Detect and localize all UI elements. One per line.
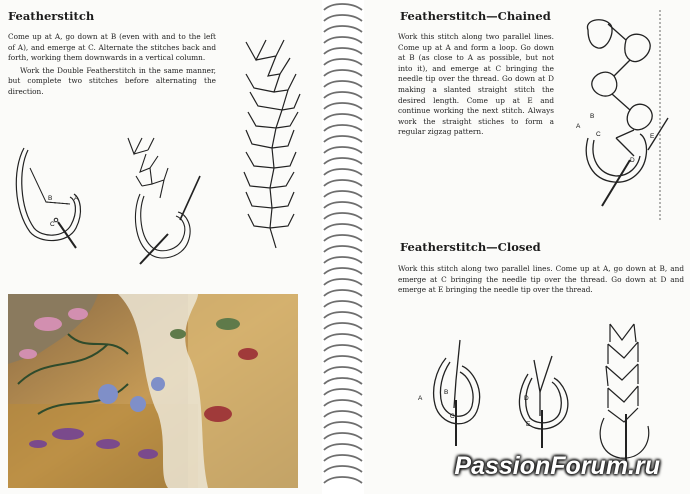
binding-ring xyxy=(324,15,362,21)
spiral-binding xyxy=(322,0,364,494)
binding-ring xyxy=(324,345,362,351)
chained-label-a: A xyxy=(576,123,581,130)
chained-label-c: C xyxy=(596,131,601,138)
binding-ring xyxy=(324,48,362,54)
chained-label-d: D xyxy=(630,157,635,164)
chained-title: Featherstitch—Chained xyxy=(400,9,551,23)
closed-step2-diagram xyxy=(504,330,584,450)
closed-instructions: Work this stitch along two parallel lines. Come up at A, go down at B, and emerge at C bringing the needle tip over the thread. Go down at D and emerge at E bringing the needle tip over the thread. xyxy=(398,264,684,295)
binding-ring xyxy=(324,312,362,318)
binding-ring xyxy=(324,378,362,384)
diagram-label-c: C xyxy=(50,221,55,228)
binding-ring xyxy=(324,257,362,263)
binding-ring xyxy=(324,400,362,406)
closed-column-diagram xyxy=(596,318,656,468)
binding-ring xyxy=(324,301,362,307)
binding-ring xyxy=(324,125,362,131)
binding-ring xyxy=(324,444,362,450)
featherstitch-para2: Work the Double Featherstitch in the same manner, but complete two stitches before alternating the direction. xyxy=(8,65,216,96)
binding-ring xyxy=(324,246,362,252)
closed-label-e: E xyxy=(526,421,531,428)
binding-ring xyxy=(324,147,362,153)
featherstitch-para1: Come up at A, go down at B (even with and to the left of A), and emerge at C. Alternate the stitches back and forth, working them downwards in a vertical column. xyxy=(8,32,216,63)
featherstitch-instructions xyxy=(8,32,216,98)
featherstitch-step-diagram xyxy=(10,140,95,255)
binding-ring xyxy=(324,356,362,362)
closed-label-c: C xyxy=(450,413,455,420)
binding-ring xyxy=(324,422,362,428)
featherstitch-title: Featherstitch xyxy=(8,9,95,23)
spiral-binding-rings xyxy=(322,0,364,494)
binding-ring xyxy=(324,158,362,164)
binding-ring xyxy=(324,323,362,329)
binding-ring xyxy=(324,213,362,219)
binding-ring xyxy=(324,202,362,208)
binding-ring xyxy=(324,466,362,472)
diagram-label-a: A xyxy=(74,195,79,202)
embroidery-photo xyxy=(8,294,298,488)
watermark: PassionForum.ru xyxy=(454,452,660,480)
binding-ring xyxy=(324,279,362,285)
binding-ring xyxy=(324,180,362,186)
closed-label-b: B xyxy=(444,389,449,396)
binding-ring xyxy=(324,235,362,241)
binding-ring xyxy=(324,389,362,395)
binding-ring xyxy=(324,411,362,417)
featherstitch-column-diagram xyxy=(236,30,306,260)
chained-label-e: E xyxy=(650,133,655,140)
closed-title: Featherstitch—Closed xyxy=(400,240,541,254)
chained-instructions: Work this stitch along two parallel lines. Come up at A and form a loop. Go down at B (as close to A as possible, but not into it), and emerge at C bringing the needle tip over the thread. Go down at D making a slanted straight stitch the desired length. Come up at E and continue working the next stitch. Always work the straight stiches to form a regular zigzag pattern. xyxy=(398,32,554,137)
binding-ring xyxy=(324,191,362,197)
closed-label-a: A xyxy=(418,395,423,402)
binding-ring xyxy=(324,26,362,32)
diagram-label-b: B xyxy=(48,195,53,202)
binding-ring xyxy=(324,81,362,87)
binding-ring xyxy=(324,334,362,340)
closed-step1-diagram xyxy=(416,330,496,450)
binding-ring xyxy=(324,455,362,461)
binding-ring xyxy=(324,4,362,10)
binding-ring xyxy=(324,70,362,76)
binding-ring xyxy=(324,59,362,65)
binding-ring xyxy=(324,37,362,43)
binding-ring xyxy=(324,477,362,483)
binding-ring xyxy=(324,92,362,98)
binding-ring xyxy=(324,290,362,296)
binding-ring xyxy=(324,433,362,439)
binding-ring xyxy=(324,136,362,142)
binding-ring xyxy=(324,169,362,175)
binding-ring xyxy=(324,103,362,109)
binding-ring xyxy=(324,268,362,274)
right-page xyxy=(364,0,690,494)
embroidery-photo-art xyxy=(8,294,298,488)
featherstitch-progress-diagram xyxy=(120,132,210,267)
left-page xyxy=(0,0,322,494)
binding-ring xyxy=(324,367,362,373)
closed-label-d: D xyxy=(524,395,529,402)
binding-ring xyxy=(324,114,362,120)
chained-featherstitch-diagram xyxy=(574,10,684,222)
chained-label-b: B xyxy=(590,113,595,120)
binding-ring xyxy=(324,224,362,230)
